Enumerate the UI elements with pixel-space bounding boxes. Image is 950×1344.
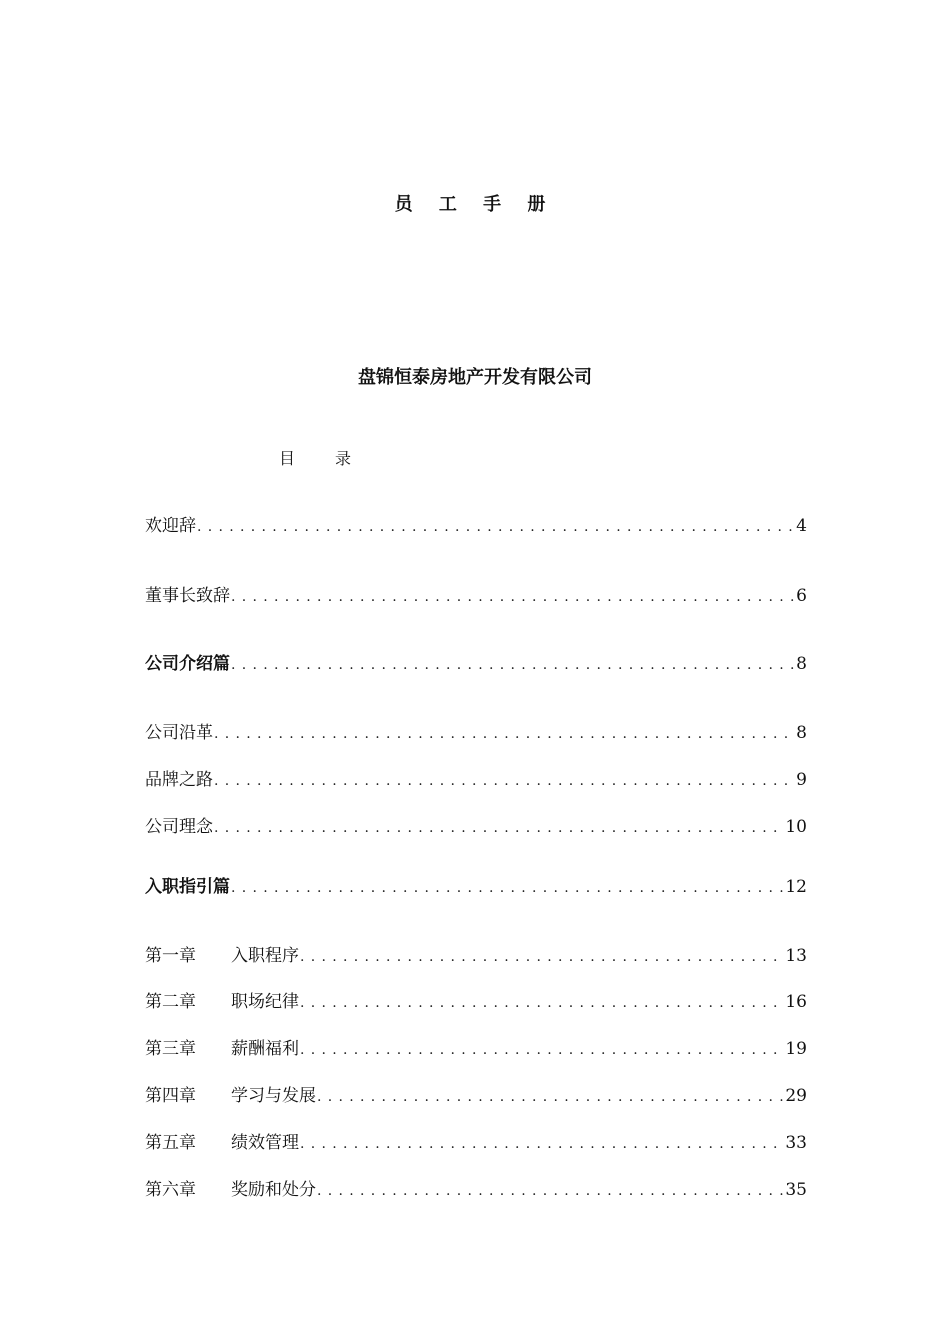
toc-dot-leader [214,769,794,793]
toc-chapter-number: 第二章 [145,992,196,1012]
toc-page-number: 10 [785,817,807,837]
toc-entry-label: 绩效管理 [231,1133,299,1153]
toc-page-number: 8 [796,723,807,743]
toc-entry-label: 公司沿革 [145,723,213,743]
toc-chapter-number: 第五章 [145,1133,196,1153]
toc-entry-13[interactable] [145,1178,807,1202]
company-name: 盘锦恒泰房地产开发有限公司 [358,367,592,388]
toc-page-number: 6 [796,586,807,606]
toc-chapter-number: 第四章 [145,1086,196,1106]
toc-page-number: 29 [785,1086,807,1106]
toc-heading-left: 目 [279,449,296,468]
toc-page-number: 8 [796,654,807,674]
toc-dot-leader [231,585,794,609]
toc-page-number: 4 [796,516,807,536]
toc-dot-leader [214,816,783,840]
toc-dot-leader [317,1085,783,1109]
toc-entry-12[interactable] [145,1131,807,1155]
toc-chapter-number: 第一章 [145,946,196,966]
toc-entry-11[interactable] [145,1084,807,1108]
toc-entry-label: 董事长致辞 [145,586,230,606]
toc-page-number: 35 [785,1180,807,1200]
toc-entry-label: 入职程序 [231,946,299,966]
toc-dot-leader [231,876,783,900]
toc-entry-label: 薪酬福利 [231,1039,299,1059]
toc-dot-leader [300,1038,783,1062]
toc-heading [279,448,351,470]
toc-dot-leader [300,1132,783,1156]
document-title: 员 工 手 册 [394,194,556,215]
toc-entry-label: 公司介绍篇 [145,654,230,674]
toc-entry-label: 职场纪律 [231,992,299,1012]
toc-entry-4[interactable] [145,721,807,745]
toc-page-number: 33 [785,1133,807,1153]
toc-entry-label: 品牌之路 [145,770,213,790]
toc-entry-10[interactable] [145,1037,807,1061]
toc-dot-leader [197,515,794,539]
toc-chapter-number: 第六章 [145,1180,196,1200]
toc-heading-right: 录 [335,449,352,468]
toc-page-number: 9 [796,770,807,790]
toc-dot-leader [317,1179,783,1203]
toc-entry-5[interactable] [145,768,807,792]
toc-dot-leader [300,945,783,969]
toc-entry-label: 奖励和处分 [231,1180,316,1200]
toc-entry-label: 入职指引篇 [145,877,230,897]
toc-dot-leader [300,991,783,1015]
toc-entry-7[interactable] [145,875,807,899]
toc-entry-2[interactable] [145,584,807,608]
toc-entry-6[interactable] [145,815,807,839]
toc-dot-leader [231,653,794,677]
toc-entry-1[interactable] [145,514,807,538]
toc-page-number: 16 [785,992,807,1012]
toc-entry-3[interactable] [145,652,807,676]
toc-entry-label: 公司理念 [145,817,213,837]
toc-entry-label: 欢迎辞 [145,516,196,536]
toc-page-number: 19 [785,1039,807,1059]
toc-entry-label: 学习与发展 [231,1086,316,1106]
toc-entry-8[interactable] [145,944,807,968]
toc-chapter-number: 第三章 [145,1039,196,1059]
toc-dot-leader [214,722,794,746]
toc-page-number: 12 [785,877,807,897]
toc-page-number: 13 [785,946,807,966]
toc-entry-9[interactable] [145,990,807,1014]
